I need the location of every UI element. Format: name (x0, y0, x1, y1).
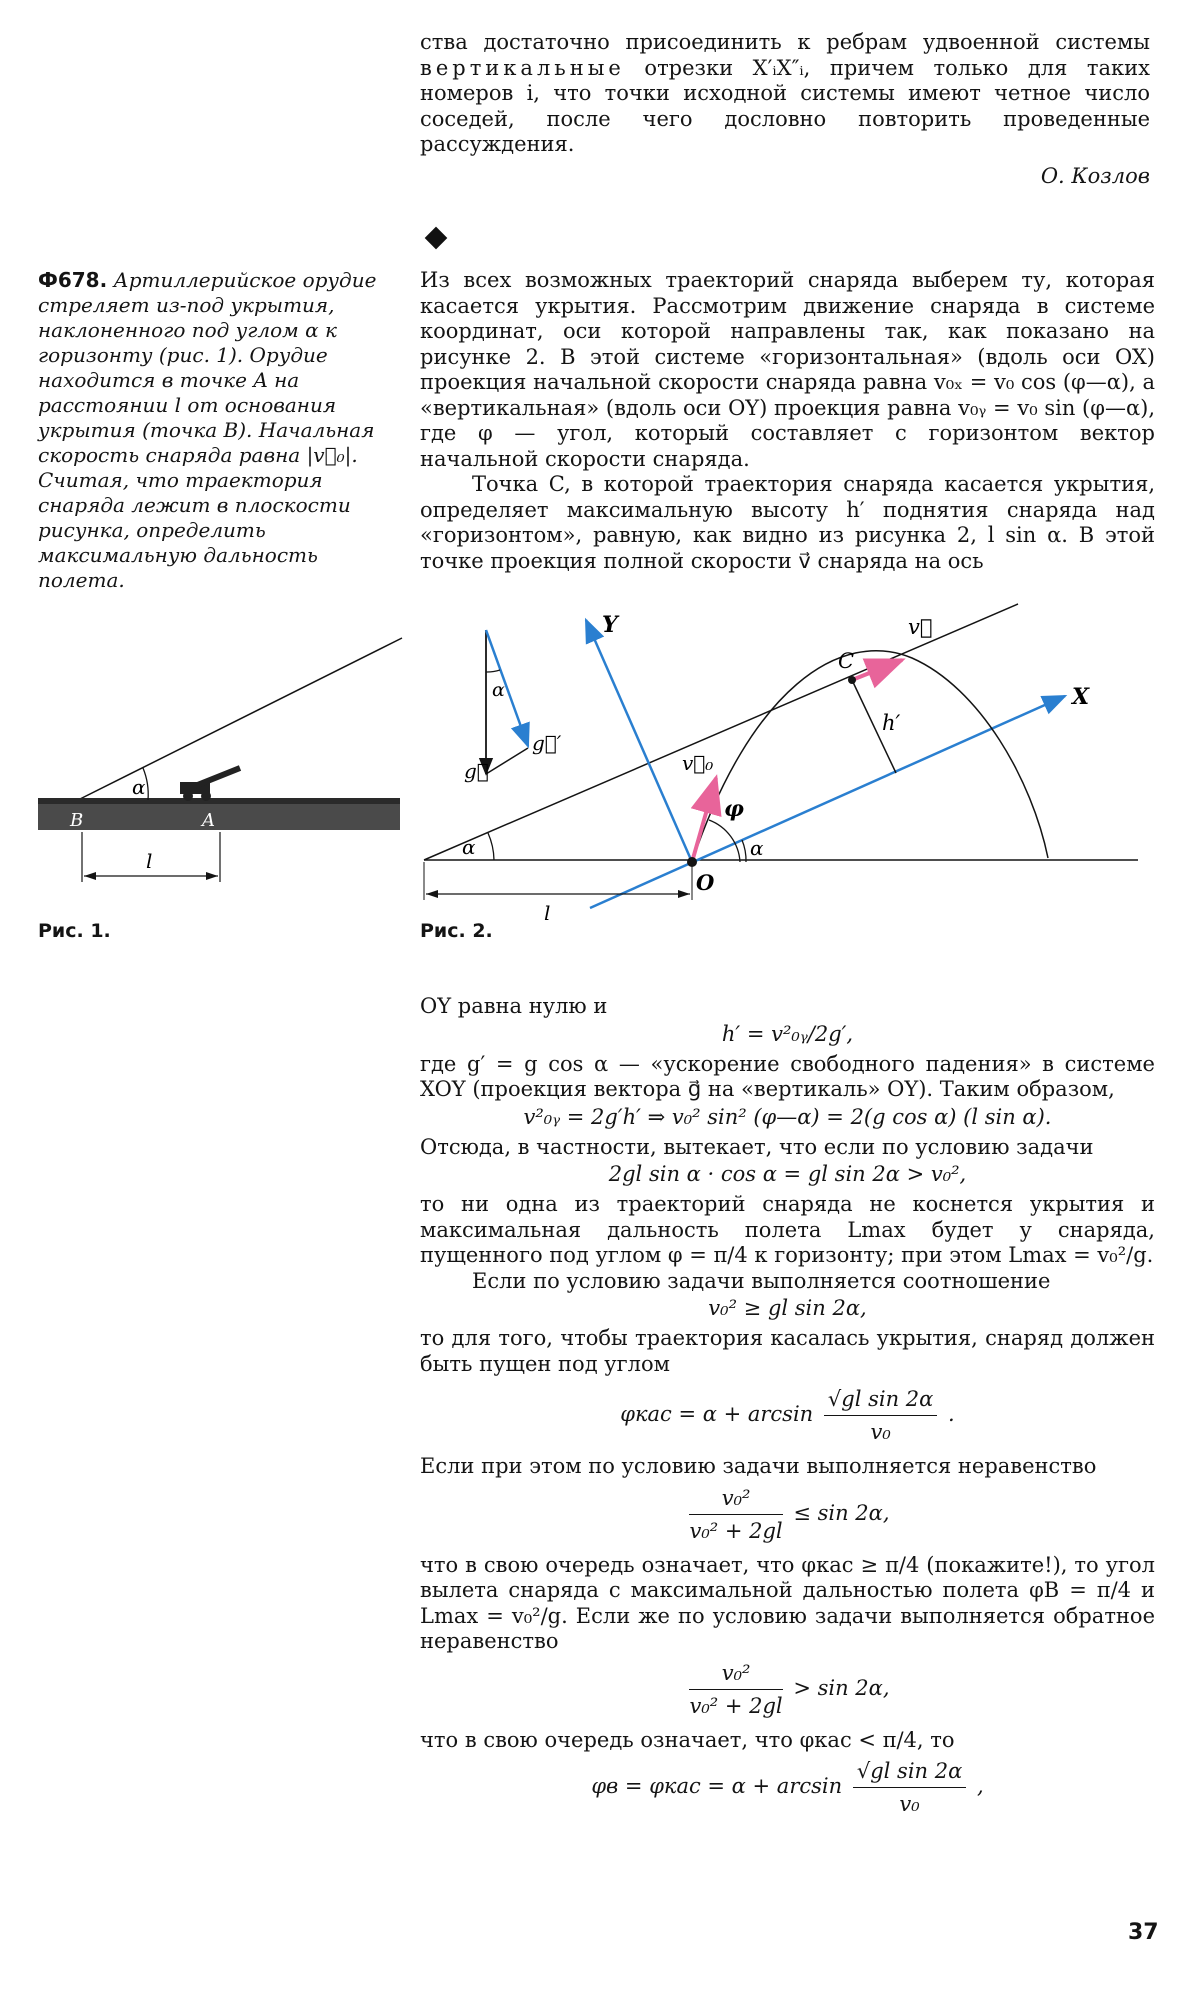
solution-p6: то ни одна из траекторий снаряда не коснется укрытия и максимальная дальность полета Lmax будет у снаряда, пущенного под углом φ = π/4 к горизонту; при этом Lmax = v₀²/g. (420, 1192, 1155, 1267)
fig2-point-c (848, 676, 856, 684)
fig2-v-arrow (852, 660, 902, 680)
solution-p8: то для того, чтобы траектория касалась укрытия, снаряд должен быть пущен под углом (420, 1326, 1155, 1376)
fig2-inset-gprime-label: g⃗′ (532, 731, 562, 755)
eq5-tail: . (948, 1402, 955, 1426)
fig2-alpha-arc-right (742, 840, 746, 862)
solution-p10: что в свою очередь означает, что φкас ≥ π/4 (покажите!), то угол вылета снаряда с максимальной дальностью полета φB = π/4 и Lmax = v₀²/g. Если же по условию задачи выполняется обратное неравенство (420, 1552, 1155, 1653)
problem-statement (38, 268, 378, 593)
eq8-denominator: v₀ (899, 1792, 920, 1816)
fig2-v: v⃗ (908, 615, 933, 639)
top-spaced-word: вертикальные (420, 55, 625, 80)
fig2-h: h′ (882, 711, 901, 735)
solution-p1: Из всех возможных траекторий снаряда выберем ту, которая касается укрытия. Рассмотрим движение снаряда в системе координат, оси которой направлены так, как показано на рисунке 2. В этой системе «горизонтальная» (вдоль оси OX) проекция начальной скорости снаряда равна v₀ₓ = v₀ cos (φ—α), а «вертикальная» (вдоль оси OY) проекция равна v₀ᵧ = v₀ sin (φ—α), где φ — угол, который составляет с горизонтом вектор начальной скорости снаряда. (420, 268, 1155, 471)
equation-2: v²₀ᵧ = 2g′h′ ⇒ v₀² sin² (φ—α) = 2(g cos α) (l sin α). (523, 1104, 1052, 1129)
fig2-trajectory (692, 651, 1048, 862)
fig2-y-axis (586, 620, 692, 862)
solution-p11: что в свою очередь означает, что φкас < π/4, то (420, 1727, 955, 1752)
figure-1 (30, 600, 410, 920)
solution-p2: Точка C, в которой траектория снаряда касается укрытия, определяет максимальную высоту h′ поднятия снаряда над «горизонтом», равную, как видно из рисунка 2, l sin α. В этой точке проекция полной скорости v⃗ снаряда на ось (420, 472, 1155, 573)
fig2-phi: φ (724, 796, 744, 822)
figure-2-caption: Рис. 2. (420, 920, 493, 942)
eq5-numerator: √gl sin 2α (824, 1385, 937, 1416)
equation-6 (420, 1484, 1155, 1545)
equation-8 (420, 1757, 1155, 1818)
solution-bottom (420, 994, 1155, 1818)
fig1-A: A (202, 810, 215, 831)
eq5-left: φкас = α + arcsin (620, 1402, 814, 1426)
fig1-l: l (146, 849, 153, 873)
fig2-X: X (1072, 684, 1090, 710)
equation-3: 2gl sin α · cos α = gl sin 2α > v₀², (608, 1162, 967, 1186)
fig2-shelter-line (424, 604, 1018, 860)
equation-5 (420, 1385, 1155, 1446)
solution-p7: Если по условию задачи выполняется соотношение (472, 1268, 1051, 1293)
equation-1: h′ = v²₀ᵧ/2g′, (721, 1021, 854, 1046)
solution-top (420, 268, 1155, 574)
fig2-point-o (687, 857, 697, 867)
eq8-left: φв = φкас = α + arcsin (591, 1774, 843, 1798)
fig1-alpha: α (132, 775, 146, 799)
fig2-O: O (696, 870, 715, 895)
fig2-x-axis (590, 696, 1065, 908)
eq6-denominator: v₀² + 2gl (689, 1518, 783, 1543)
eq6-right: ≤ sin 2α, (793, 1500, 890, 1525)
figure-2 (420, 600, 1160, 920)
fig1-cannon (180, 768, 240, 801)
eq8-tail: , (976, 1774, 984, 1798)
eq6-numerator: v₀² (689, 1484, 782, 1515)
fig2-inset-g-label: g⃗ (464, 759, 489, 783)
fig2-v0-arrow (692, 778, 716, 862)
top-continuation (420, 30, 1150, 188)
fig2-l: l (544, 901, 551, 920)
page-number: 37 (1128, 1920, 1159, 1945)
problem-number: Ф678. (38, 268, 108, 292)
eq5-denominator: v₀ (870, 1420, 891, 1444)
solution-p3: OY равна нулю и (420, 994, 608, 1018)
fig2-inset-alpha: α (492, 679, 505, 701)
figure-1-caption: Рис. 1. (38, 920, 111, 942)
fig1-shelter-line (78, 638, 402, 800)
fig2-Y: Y (602, 612, 618, 638)
eq7-numerator: v₀² (689, 1659, 782, 1690)
fig2-alpha-arc-left (488, 833, 494, 860)
fig2-v0: v⃗₀ (682, 751, 714, 775)
solution-p9: Если при этом по условию задачи выполняется неравенство (420, 1454, 1097, 1478)
solution-p4: где g′ = g cos α — «ускорение свободного падения» в системе XOY (проекция вектора g⃗ на «вертикаль» OY). Таким образом, (420, 1051, 1155, 1101)
fig2-alpha-right: α (750, 836, 764, 860)
fig1-B: B (70, 810, 84, 831)
fig2-alpha-left: α (462, 835, 476, 859)
eq8-numerator: √gl sin 2α (853, 1757, 966, 1788)
fig2-C: C (838, 649, 855, 673)
author: О. Козлов (1040, 163, 1150, 188)
equation-7 (420, 1659, 1155, 1720)
section-diamond (425, 227, 448, 250)
eq7-right: > sin 2α, (793, 1675, 890, 1700)
problem-text: Артиллерийское орудие стреляет из-под укрытия, наклоненного под углом α к горизонту (рис. 1). Орудие находится в точке A на расстоянии l от основания укрытия (точка B). Начальная скорость снаряда равна |v⃗₀|. Считая, что траектория снаряда лежит в плоскости рисунка, определить максимальную дальность полета. (38, 268, 377, 592)
equation-4: v₀² ≥ gl sin 2α, (708, 1296, 867, 1320)
eq7-denominator: v₀² + 2gl (689, 1693, 783, 1718)
fig2-phi-arc (709, 820, 740, 862)
solution-p5: Отсюда, в частности, вытекает, что если по условию задачи (420, 1134, 1094, 1159)
top-paragraph-rest: отрезки X′ᵢX″ᵢ, причем только для таких номеров i, что точки исходной системы имеют четное число соседей, после чего дословно повторить проведенные рассуждения. (420, 55, 1150, 156)
top-paragraph-start: ства достаточно присоединить к ребрам удвоенной системы (420, 30, 1150, 54)
